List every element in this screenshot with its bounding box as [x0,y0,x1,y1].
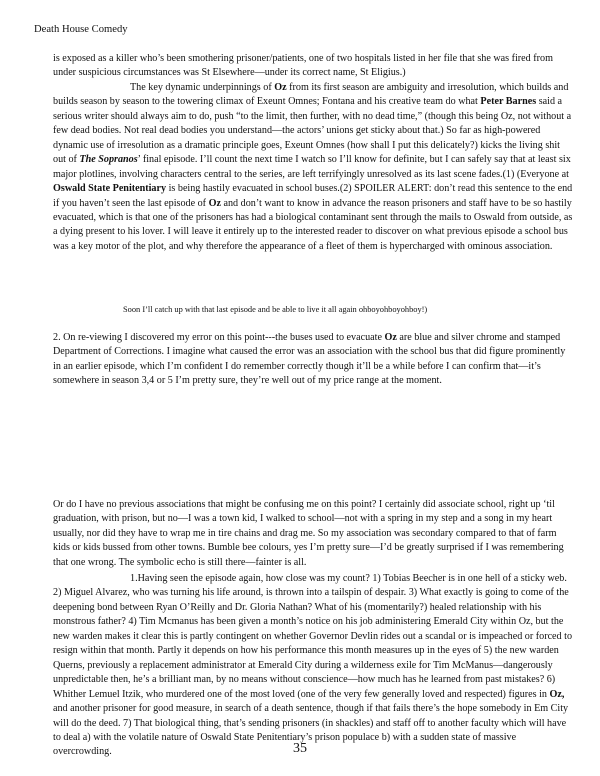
footnote-1: 1.Having seen the episode again, how close was my count? 1) Tobias Beecher is in one hell of a sticky web. 2) Miguel Alvarez, who was turning his life around, is thrown into a tailspin of despair. 3) What exactly is going to come of the deepening bond between Ryan O’Reilly and Dr. Gloria Nathan? What of his (momentarily?) healed relationship with his monstrous father? 4) Tim Mcmanus has been given a month’s notice on his job administering Emerald City within Oz, but the new warden makes it clear this is partly contingent on whether Governor Devlin rides out a scandal or is impeached or forced to resign within that month. Partly it depends on how his performance this month measures up in the eyes of 5) the new warden Querns, previously a replacement administrator at Emerald City during a wilderness exile for Tim McManus—dangerously unpredictable then, he’s a brilliant man, by no means without conscience—how much has he learned from past mistakes? 6) Whither Lemuel Itzik, who murdered one of the most loved (one of the very few generally loved and respected) figures in Oz, and another prisoner for good measure, in search of a death sentence, though if that fails there’s the hope somebody in Em City will do the deed. 7) That biological thing, that’s sending prisoners (in shackles) and staff off to another faculty which will have to deal a) with the volatile nature of Oswald State Penitentiary’s prison populace b) with a sudden state of massive overcrowding. [53,573,573,758]
paragraph-continuation: is exposed as a killer who’s been smothering prisoner/patients, one of two hospitals listed in her file that she was fired from under suspicious circumstances was St Elsewhere—under its correct name, St Eligius.) [53,53,553,79]
paragraph-key-dynamic: The key dynamic underpinnings of Oz from its first season are ambiguity and irresolution, which builds and builds season by season to the towering climax of Exeunt Omnes; Fontana and his creative team do what Peter Barnes said a serious writer should always aim to do, push “to the limit, then further, with no dead time,” (though this being Oz, not without a few dead bodies. Not real dead bodies you understand—the actors’ unions get sticky about that.) So far as high-powered dynamic use of irresolution as a dramatic principle goes, Exeunt Omnes (how shall I put this delicately?) kicks the living shit out of The Sopranos’ final episode. I’ll count the next time I watch so I’ll know for definite, but I can safely say that at least six major plotlines, involving characters central to the series, are left terrifyingly unresolved as its last scene fades.(1) (Everyone at Oswald State Penitentiary is being hastily evacuated in school buses.(2) SPOILER ALERT: don’t read this sentence to the end if you haven’t seen the last episode of Oz and don’t want to know in advance the reason prisoners and staff have to be so hastily evacuated, which is that one of the prisoners has had a biological contaminant sent through the mails to Oswald from outside, as a dying present to his lover. I will leave it entirely up to the interested reader to discover on what previous episode a school bus was a key motor of the plot, and why therefore the appearance of a fleet of them is hypercharged with ominous association. [53,81,573,252]
aside-note: Soon I’ll catch up with that last episode and be able to live it all again ohboyohboyohboy!) [123,305,428,314]
footnote-2: 2. On re-viewing I discovered my error on this point---the buses used to evacuate Oz are blue and silver chrome and stamped Department of Corrections. I imagine what caused the error was an association with the school bus that did figure prominently in an earlier episode, which I’m confident I do remember correctly though it’ll be a while before I can confirm that—it’s somewhere in season 3,4 or 5 I’m pretty sure, they’re well out of my price range at the moment. [53,332,566,387]
running-head: Death House Comedy [34,24,128,35]
footnote-2-continued: Or do I have no previous associations that might be confusing me on this point? I certainly did associate school, right up ‘til graduation, with prison, but no—I was a town kid, I walked to school—not with a spring in my step and a song in my heart usually, nor did they have to wrap me in tire chains and drag me. So my association was secondary compared to that of farm kids or kids bussed from other towns. Bumble bee colours, yes I’m pretty sure—I’d be greatly surprised if I was remembering that one wrong. The symbolic echo is still there—fainter is all. [53,499,564,568]
page-number: 35 [293,741,307,756]
main-text [53,52,575,254]
